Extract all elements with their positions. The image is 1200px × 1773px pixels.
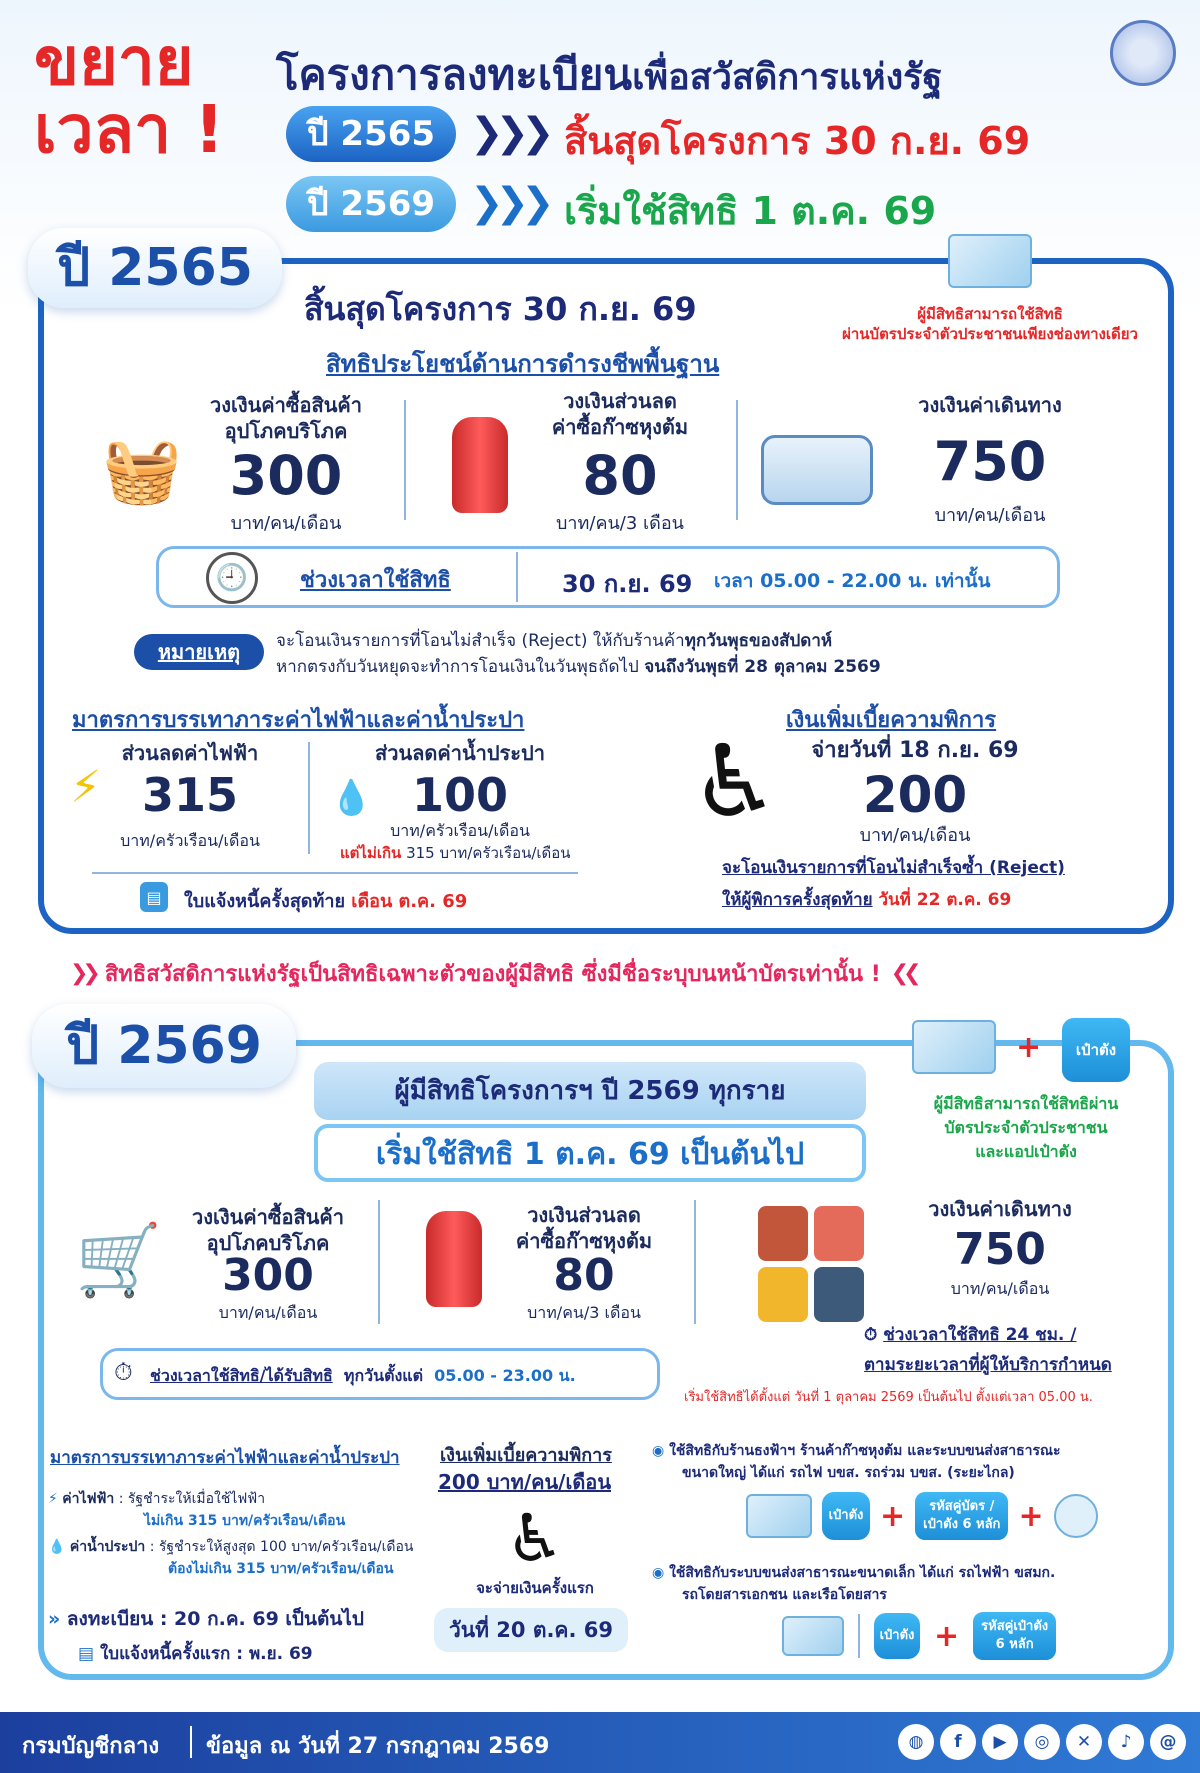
divider [858,1614,860,1658]
disability-unit: บาท/คน/เดือน [859,825,971,846]
period-label: ช่วงเวลาใช้สิทธิ [300,568,451,593]
main-title: โครงการลงทะเบียนเพื่อสวัสดิการแห่งรัฐ [276,50,943,99]
year-2565-pill: ปี 2565 [286,106,456,162]
gas-unit: บาท/คน/3 เดือน [527,1303,641,1322]
document-icon: ▤ [78,1644,95,1664]
goods-value: 300 [229,444,343,507]
disability-first-pay: จะจ่ายเงินครั้งแรก [476,1579,594,1597]
project-end-line: สิ้นสุดโครงการ 30 ก.ย. 69 [564,119,1031,163]
social-links [892,1724,1186,1760]
last-bill: ใบแจ้งหนี้ครั้งสุดท้าย เดือน ต.ค. 69 [184,891,468,912]
code-6-digit-icon: รหัสคู่เป๋าตัง 6 หลัก [973,1612,1056,1660]
gas-label: วงเงินส่วนลด ค่าซื้อก๊าซหุงต้ม [515,1203,653,1253]
van-icon [758,1267,808,1322]
travel-period: ⏱ ช่วงเวลาใช้สิทธิ 24 ชม. / ตามระยะเวลาที่ผู้ให้บริการกำหนด [864,1325,1112,1375]
elec-measure: ⚡ ค่าไฟฟ้า : รัฐชำระให้เมื่อใช้ไฟฟ้า ไม่เกิน 315 บาท/ครัวเรือน/เดือน [48,1491,346,1529]
disability-heading: เงินเพิ่มเบี้ยความพิการ [440,1445,612,1466]
plus-icon: + [1018,1498,1044,1534]
extend-title: ขยาย เวลา ! [34,23,225,168]
card-channel-note: ผู้มีสิทธิสามารถใช้สิทธิ ผ่านบัตรประจำตัวประชาชนเพียงช่องทางเดียว [842,305,1138,343]
gas-unit: บาท/คน/3 เดือน [555,513,684,534]
utility-heading: มาตรการบรรเทาภาระค่าไฟฟ้าและค่าน้ำประปา [72,708,525,733]
boat-icon [814,1267,864,1322]
water-value: 100 [411,768,509,822]
travel-value: 750 [933,430,1047,493]
id-card-icon [912,1020,996,1074]
footer-org: กรมบัญชีกลาง [22,1734,160,1759]
first-bill: ▤ ใบแจ้งหนี้ครั้งแรก : พ.ย. 69 [78,1644,313,1664]
clock-icon: 🕘 [206,552,258,604]
utility-heading: มาตรการบรรเทาภาระค่าไฟฟ้าและค่าน้ำประปา [50,1448,400,1468]
chevrons-icon: ❯❯❯ [470,180,547,226]
travel-value: 750 [954,1224,1046,1275]
water-unit: บาท/ครัวเรือน/เดือน [390,821,530,840]
id-card-icon [782,1616,844,1656]
eligible-banner: ผู้มีสิทธิโครงการฯ ปี 2569 ทุกราย [314,1062,866,1120]
small-transport-note: ◉ ใช้สิทธิกับระบบขนส่งสาธารณะขนาดเล็ก ได้แก่ รถไฟฟ้า ขสมก. รถโดยสารเอกชน และเรือโดยสาร [652,1565,1056,1603]
id-card-icon [746,1494,812,1538]
gas-value: 80 [582,444,658,507]
section-2565-end-title: สิ้นสุดโครงการ 30 ก.ย. 69 [304,290,697,328]
note-badge: หมายเหตุ [134,634,264,670]
lightning-icon: ⚡ [48,1491,58,1507]
instagram-icon[interactable]: ◎ [1024,1724,1060,1760]
register-date: » ลงทะเบียน : 20 ก.ค. 69 เป็นต้นไป [48,1608,364,1630]
travel-start-note: เริ่มใช้สิทธิได้ตั้งแต่ วันที่ 1 ตุลาคม 2569 เป็นต้นไป ตั้งแต่เวลา 05.00 น. [684,1390,1093,1405]
divider [736,400,738,520]
chevrons-icon: ❯❯❯ [470,110,547,156]
benefit-heading: สิทธิประโยชน์ด้านการดำรงชีพพื้นฐาน [326,350,720,378]
warning-line: ❯❯ สิทธิสวัสดิการแห่งรัฐเป็นสิทธิเฉพาะตัวของผู้มีสิทธิ ซึ่งมีชื่อระบุบนหน้าบัตรเท่านั้น ! ❮❮ [70,961,916,987]
divider [516,552,518,602]
section-2565-tab: ปี 2565 [28,228,282,308]
train-icon [814,1206,864,1261]
large-transport-channels [746,1492,1098,1540]
gas-tank-icon [414,1204,494,1314]
goods-value: 300 [222,1250,314,1301]
department-seal-icon [1110,20,1176,86]
code-6-digit-icon: รหัสคู่บัตร / เป๋าตัง 6 หลัก [915,1492,1008,1540]
paotang-app-icon: เป๋าตัง [1062,1018,1130,1082]
clock-icon: ⏱ [864,1325,878,1345]
paotang-app-icon: เป๋าตัง [874,1613,920,1659]
small-transport-channels [782,1612,1056,1660]
transport-icons [758,1206,864,1322]
water-label: ส่วนลดค่าน้ำประปา [375,741,545,765]
note-text: จะโอนเงินรายการที่โอนไม่สำเร็จ (Reject) ให้กับร้านค้าทุกวันพุธของสัปดาห์ หากตรงกับวันหยุดจะทำการโอนเงินในวันพุธถัดไป จนถึงวันพุธที่ 28 ตุลาคม 2569 [276,631,881,677]
goods-unit: บาท/คน/เดือน [230,513,342,534]
facebook-icon[interactable]: f [940,1724,976,1760]
clock-icon: ⏱ [114,1358,133,1386]
wheelchair-icon: ♿ [690,722,780,840]
water-measure: 💧 ค่าน้ำประปา : รัฐชำระให้สูงสุด 100 บาท/ครัวเรือน/เดือน ต้องไม่เกิน 315 บาท/ครัวเรือน/เดือน [48,1539,414,1577]
divider [308,742,310,854]
youtube-icon[interactable]: ▶ [982,1724,1018,1760]
gas-tank-icon [440,410,520,520]
divider [92,872,578,874]
water-cap: แต่ไม่เกิน 315 บาท/ครัวเรือน/เดือน [340,844,571,862]
tiktok-icon[interactable]: ♪ [1108,1724,1144,1760]
travel-label: วงเงินค่าเดินทาง [928,1197,1072,1221]
plus-icon: + [880,1498,906,1534]
disability-amount: 200 บาท/คน/เดือน [438,1470,611,1494]
period-label: ช่วงเวลาใช้สิทธิ/ได้รับสิทธิ ทุกวันตั้งแต่ 05.00 - 23.00 น. [150,1366,576,1385]
goods-unit: บาท/คน/เดือน [218,1303,318,1322]
shopping-cart-icon: 🛒 [75,1218,163,1301]
travel-unit: บาท/คน/เดือน [950,1279,1050,1298]
divider [190,1726,192,1758]
bullet-icon: ◉ [652,1565,665,1581]
period-time: เวลา 05.00 - 22.00 น. เท่านั้น [714,570,991,592]
period-date: 30 ก.ย. 69 [562,570,693,598]
wheelchair-icon: ♿ [505,1499,565,1577]
threads-icon[interactable]: @ [1150,1724,1186,1760]
x-icon[interactable]: ✕ [1066,1724,1102,1760]
lightning-icon: ⚡ [70,762,101,813]
start-banner: เริ่มใช้สิทธิ 1 ต.ค. 69 เป็นต้นไป [314,1124,866,1182]
document-icon: ▤ [140,882,168,912]
plus-icon: + [1016,1030,1042,1065]
elec-label: ส่วนลดค่าไฟฟ้า [121,741,259,765]
divider [404,400,406,520]
elec-unit: บาท/ครัวเรือน/เดือน [120,831,260,850]
water-drop-icon: 💧 [330,778,373,818]
goods-label: วงเงินค่าซื้อสินค้า อุปโภคบริโภค [192,1205,344,1255]
disability-pay-date: จ่ายวันที่ 18 ก.ย. 69 [811,738,1019,763]
footer [0,1712,1200,1773]
bullet-icon: ◉ [652,1443,665,1459]
gas-label: วงเงินส่วนลด ค่าซื้อก๊าซหุงต้ม [551,389,689,439]
chevron-left-icon: ❮❮ [890,961,916,986]
start-use-line: เริ่มใช้สิทธิ 1 ต.ค. 69 [564,189,937,233]
disability-reject-note: จะโอนเงินรายการที่โอนไม่สำเร็จซ้ำ (Reject) ให้ผู้พิการครั้งสุดท้าย วันที่ 22 ต.ค. 69 [722,858,1065,910]
paotang-app-icon: เป๋าตัง [822,1492,870,1540]
channel-note: ผู้มีสิทธิสามารถใช้สิทธิผ่าน บัตรประจำตัวประชาชน และแอปเป๋าตัง [933,1094,1119,1161]
disability-heading: เงินเพิ่มเบี้ยความพิการ [786,708,997,733]
chevron-right-icon: » [48,1608,61,1630]
goods-label: วงเงินค่าซื้อสินค้า อุปโภคบริโภค [210,393,362,443]
travel-unit: บาท/คน/เดือน [934,505,1046,526]
gas-value: 80 [553,1250,615,1301]
chevron-right-icon: ❯❯ [70,961,95,986]
bus-icon [758,1206,808,1261]
year-2569-pill: ปี 2569 [286,176,456,232]
web-icon[interactable]: ◍ [898,1724,934,1760]
id-card-icon [948,234,1032,288]
section-2569-tab: ปี 2569 [32,1004,296,1088]
face-scan-icon [1054,1494,1098,1538]
large-transport-note: ◉ ใช้สิทธิกับร้านธงฟ้าฯ ร้านค้าก๊าซหุงต้ม และระบบขนส่งสาธารณะ ขนาดใหญ่ ได้แก่ รถไฟ บขส. รถร่วม บขส. (ระยะไกล) [652,1443,1061,1481]
bus-icon [758,430,876,510]
plus-icon: + [934,1618,960,1654]
divider [694,1200,696,1324]
disability-first-date: วันที่ 20 ต.ค. 69 [434,1608,628,1652]
basket-icon: 🧺 [102,433,182,508]
disability-value: 200 [862,766,968,824]
footer-date: ข้อมูล ณ วันที่ 27 กรกฎาคม 2569 [206,1734,550,1759]
travel-label: วงเงินค่าเดินทาง [918,393,1062,417]
elec-value: 315 [141,768,239,822]
divider [378,1200,380,1324]
water-drop-icon: 💧 [48,1539,66,1555]
